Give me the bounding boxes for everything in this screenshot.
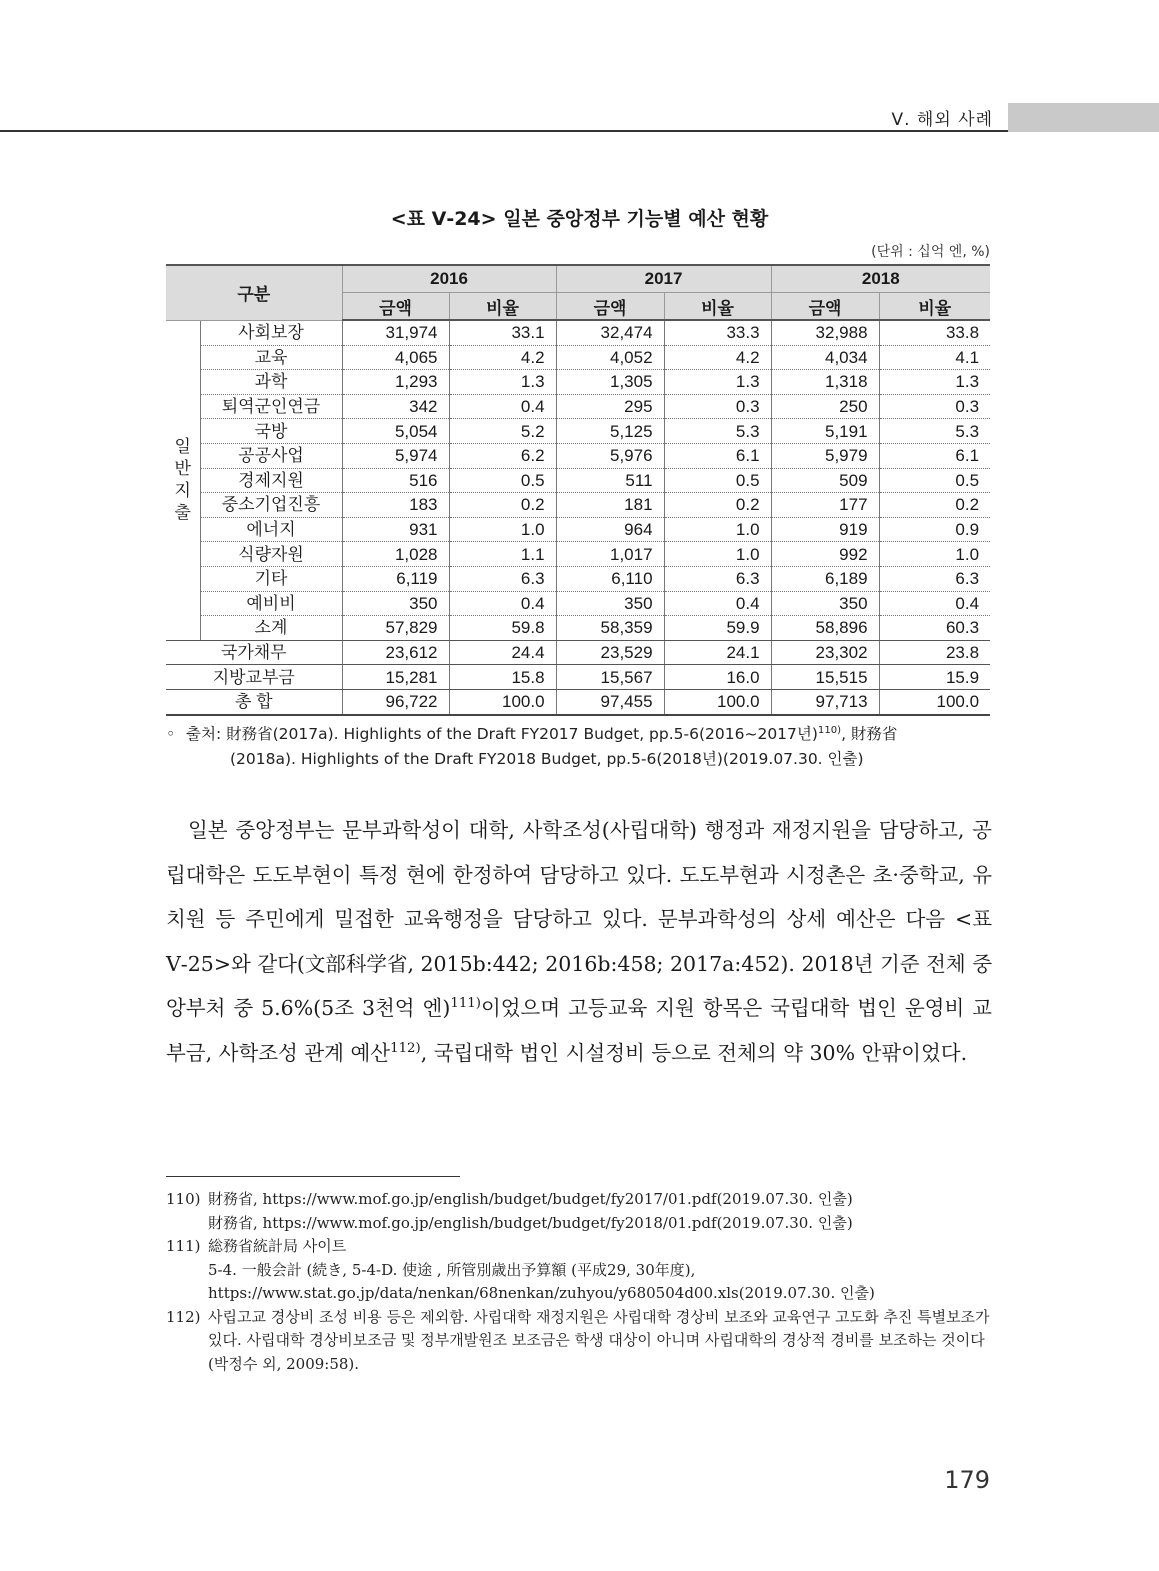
table-row	[166, 493, 990, 518]
cell-ratio: 0.9	[879, 517, 990, 542]
table-row	[166, 370, 990, 395]
cell-ratio: 6.1	[879, 443, 990, 468]
footnote-number: 110)	[166, 1190, 201, 1208]
cell-amount: 350	[556, 591, 664, 616]
cell-ratio: 5.2	[449, 419, 556, 444]
table-row	[166, 419, 990, 444]
table-row	[166, 443, 990, 468]
cell-ratio: 1.1	[449, 542, 556, 567]
body-text-part-1: 일본 중앙정부는 문부과학성이 대학, 사학조성(사립대학) 행정과 재정지원을 담당하고, 공립대학은 도도부현이 특정 현에 한정하여 담당하고 있다. 도도부현과 시정촌은 초·중학교, 유치원 등 주민에게 밀접한 교육행정을 담당하고 있다. 문부과학성의 상세 예산은 다음 <표 Ⅴ-25>와 같다(文部科学省, 2015b:442; 2016b:458; 2017a:452). 2018년 기준 전체 중앙부처 중 5.6%(5조 3천억 엔)	[166, 818, 992, 1020]
cell-ratio: 60.3	[879, 616, 990, 641]
footnote-111	[166, 1235, 992, 1306]
cell-amount: 177	[771, 493, 879, 518]
cell-ratio: 6.3	[664, 566, 771, 591]
cell-amount: 31,974	[342, 320, 449, 345]
cell-ratio: 0.4	[879, 591, 990, 616]
row-label: 소계	[200, 616, 342, 641]
row-label: 사회보장	[200, 320, 342, 345]
cell-amount: 250	[771, 394, 879, 419]
footnote-ref: 110)	[817, 724, 842, 736]
header-amount: 금액	[556, 293, 664, 321]
cell-amount: 1,293	[342, 370, 449, 395]
section-header: Ⅴ. 해외 사례	[891, 110, 993, 130]
cell-ratio: 6.3	[879, 566, 990, 591]
cell-ratio: 0.2	[879, 493, 990, 518]
cell-amount: 4,034	[771, 345, 879, 370]
cell-ratio: 6.1	[664, 443, 771, 468]
cell-amount: 295	[556, 394, 664, 419]
footnote-ref: 111)	[450, 996, 481, 1012]
cell-amount: 5,054	[342, 419, 449, 444]
table-header-row-years	[166, 265, 990, 293]
cell-amount: 919	[771, 517, 879, 542]
cell-ratio: 1.3	[879, 370, 990, 395]
cell-ratio: 100.0	[664, 689, 771, 714]
cell-ratio: 100.0	[449, 689, 556, 714]
row-label: 국방	[200, 419, 342, 444]
cell-amount: 6,119	[342, 566, 449, 591]
cell-amount: 1,318	[771, 370, 879, 395]
cell-ratio: 1.0	[664, 542, 771, 567]
body-paragraph	[166, 808, 992, 1075]
cell-amount: 58,359	[556, 616, 664, 641]
cell-amount: 931	[342, 517, 449, 542]
table-row	[166, 616, 990, 641]
cell-ratio: 4.2	[664, 345, 771, 370]
row-label: 예비비	[200, 591, 342, 616]
header-tab-block	[1008, 103, 1159, 132]
cell-ratio: 1.0	[879, 542, 990, 567]
footnote-line: 財務省, https://www.mof.go.jp/english/budget/budget/fy2017/01.pdf(2019.07.30. 인출)	[208, 1190, 853, 1208]
cell-amount: 5,976	[556, 443, 664, 468]
cell-ratio: 0.3	[879, 394, 990, 419]
header-ratio: 비율	[449, 293, 556, 321]
row-label: 식량자원	[200, 542, 342, 567]
cell-amount: 350	[342, 591, 449, 616]
table-row	[166, 640, 990, 665]
cell-amount: 23,302	[771, 640, 879, 665]
footnotes	[166, 1188, 992, 1376]
cell-ratio: 0.2	[449, 493, 556, 518]
cell-amount: 342	[342, 394, 449, 419]
footnote-line: 総務省統計局 사이트	[208, 1237, 347, 1255]
header-year: 2016	[342, 265, 556, 293]
cell-ratio: 4.2	[449, 345, 556, 370]
cell-ratio: 1.3	[449, 370, 556, 395]
cell-amount: 1,017	[556, 542, 664, 567]
cell-amount: 1,305	[556, 370, 664, 395]
group-label-char: 출	[174, 503, 191, 523]
table-row	[166, 394, 990, 419]
cell-ratio: 59.8	[449, 616, 556, 641]
footnote-line: 財務省, https://www.mof.go.jp/english/budget/budget/fy2018/01.pdf(2019.07.30. 인출)	[208, 1213, 853, 1232]
cell-amount: 5,125	[556, 419, 664, 444]
cell-ratio: 1.0	[664, 517, 771, 542]
cell-amount: 57,829	[342, 616, 449, 641]
cell-ratio: 33.3	[664, 320, 771, 345]
header-year: 2018	[771, 265, 990, 293]
cell-amount: 97,455	[556, 689, 664, 714]
cell-ratio: 59.9	[664, 616, 771, 641]
cell-ratio: 0.4	[449, 591, 556, 616]
table-row	[166, 345, 990, 370]
footnote-number: 112)	[166, 1307, 201, 1326]
source-line-1-tail: , 財務省	[841, 725, 898, 743]
header-amount: 금액	[771, 293, 879, 321]
footnote-number: 111)	[166, 1237, 201, 1255]
cell-amount: 96,722	[342, 689, 449, 714]
cell-amount: 15,515	[771, 665, 879, 690]
cell-ratio: 6.3	[449, 566, 556, 591]
cell-amount: 23,529	[556, 640, 664, 665]
row-label: 기타	[200, 566, 342, 591]
header-rule	[0, 130, 1008, 132]
header-ratio: 비율	[879, 293, 990, 321]
row-label: 경제지원	[200, 468, 342, 493]
footnote-divider	[166, 1176, 460, 1177]
cell-ratio: 0.4	[664, 591, 771, 616]
cell-ratio: 100.0	[879, 689, 990, 714]
cell-amount: 516	[342, 468, 449, 493]
cell-ratio: 0.4	[449, 394, 556, 419]
cell-amount: 4,052	[556, 345, 664, 370]
cell-ratio: 23.8	[879, 640, 990, 665]
table-row	[166, 542, 990, 567]
cell-amount: 32,474	[556, 320, 664, 345]
cell-amount: 183	[342, 493, 449, 518]
cell-ratio: 15.8	[449, 665, 556, 690]
cell-amount: 1,028	[342, 542, 449, 567]
source-line-2: (2018a). Highlights of the Draft FY2018 Budget, pp.5-6(2018년)(2019.07.30. 인출)	[230, 750, 864, 768]
cell-ratio: 1.3	[664, 370, 771, 395]
cell-ratio: 0.5	[879, 468, 990, 493]
header-amount: 금액	[342, 293, 449, 321]
group-label-char: 지	[174, 481, 191, 501]
cell-ratio: 24.1	[664, 640, 771, 665]
table-title: <표 Ⅴ-24> 일본 중앙정부 기능별 예산 현황	[390, 208, 769, 230]
table-row	[166, 468, 990, 493]
cell-amount: 181	[556, 493, 664, 518]
cell-ratio: 6.2	[449, 443, 556, 468]
footnote-ref: 112)	[390, 1040, 421, 1056]
cell-amount: 5,974	[342, 443, 449, 468]
cell-amount: 511	[556, 468, 664, 493]
cell-amount: 97,713	[771, 689, 879, 714]
cell-ratio: 5.3	[879, 419, 990, 444]
table-row	[166, 689, 990, 714]
cell-amount: 32,988	[771, 320, 879, 345]
table-row	[166, 665, 990, 690]
header-ratio: 비율	[664, 293, 771, 321]
cell-amount: 5,979	[771, 443, 879, 468]
table-source	[166, 722, 992, 772]
cell-ratio: 0.5	[449, 468, 556, 493]
row-label: 퇴역군인연금	[200, 394, 342, 419]
cell-amount: 350	[771, 591, 879, 616]
cell-ratio: 5.3	[664, 419, 771, 444]
cell-amount: 6,189	[771, 566, 879, 591]
footnote-112	[166, 1306, 992, 1377]
cell-amount: 23,612	[342, 640, 449, 665]
group-label-char: 반	[174, 459, 191, 479]
cell-ratio: 1.0	[449, 517, 556, 542]
cell-ratio: 33.8	[879, 320, 990, 345]
table-unit: (단위 : 십억 엔, %)	[871, 244, 990, 260]
body-text-part-2: 이었으며 고등교육 지원 항목은 국립대학 법인 운영비 교부금, 사학조성 관계 예산	[166, 996, 992, 1065]
table-body	[166, 320, 990, 715]
row-label: 총 합	[166, 689, 342, 714]
cell-amount: 15,281	[342, 665, 449, 690]
cell-ratio: 24.4	[449, 640, 556, 665]
row-label: 중소기업진흥	[200, 493, 342, 518]
footnote-110	[166, 1188, 992, 1235]
row-label: 공공사업	[200, 443, 342, 468]
header-category: 구분	[166, 265, 342, 320]
cell-amount: 58,896	[771, 616, 879, 641]
cell-ratio: 0.3	[664, 394, 771, 419]
cell-amount: 4,065	[342, 345, 449, 370]
cell-amount: 992	[771, 542, 879, 567]
table-row	[166, 517, 990, 542]
row-label: 국가채무	[166, 640, 342, 665]
cell-amount: 5,191	[771, 419, 879, 444]
source-bullet: ◦	[166, 725, 176, 743]
table-row	[166, 320, 990, 345]
row-label: 교육	[200, 345, 342, 370]
cell-ratio: 15.9	[879, 665, 990, 690]
budget-table	[166, 264, 990, 716]
cell-ratio: 16.0	[664, 665, 771, 690]
cell-ratio: 4.1	[879, 345, 990, 370]
table-row	[166, 591, 990, 616]
cell-ratio: 33.1	[449, 320, 556, 345]
body-text-part-3: , 국립대학 법인 시설정비 등으로 전체의 약 30% 안팎이었다.	[420, 1040, 968, 1065]
row-label: 지방교부금	[166, 665, 342, 690]
cell-amount: 964	[556, 517, 664, 542]
row-label: 에너지	[200, 517, 342, 542]
cell-amount: 15,567	[556, 665, 664, 690]
page-number: 179	[944, 1466, 990, 1494]
footnote-line: 5-4. 一般会計 (続き, 5-4-D. 使途 , 所管別歳出予算額 (平成29, 30年度), https://www.stat.go.jp/data/nenkan/68nenkan/zuhyou/y680504d00.xls(2019.07.30. 인출)	[208, 1260, 875, 1302]
source-line-1: 출처: 財務省(2017a). Highlights of the Draft FY2017 Budget, pp.5-6(2016~2017년)	[186, 725, 818, 743]
table-row	[166, 566, 990, 591]
cell-ratio: 0.5	[664, 468, 771, 493]
row-label: 과학	[200, 370, 342, 395]
group-label-char: 일	[174, 437, 191, 457]
footnote-line: 사립고교 경상비 조성 비용 등은 제외함. 사립대학 재정지원은 사립대학 경상비 보조와 교육연구 고도화 추진 특별보조가 있다. 사립대학 경상비보조금 및 정부개발원조 보조금은 학생 대상이 아니며 사립대학의 경상적 경비를 보조하는 것이다(박정수 외, 2009:58).	[208, 1307, 990, 1373]
header-year: 2017	[556, 265, 771, 293]
cell-amount: 509	[771, 468, 879, 493]
group-label-general-expenditure	[166, 320, 200, 640]
cell-amount: 6,110	[556, 566, 664, 591]
cell-ratio: 0.2	[664, 493, 771, 518]
